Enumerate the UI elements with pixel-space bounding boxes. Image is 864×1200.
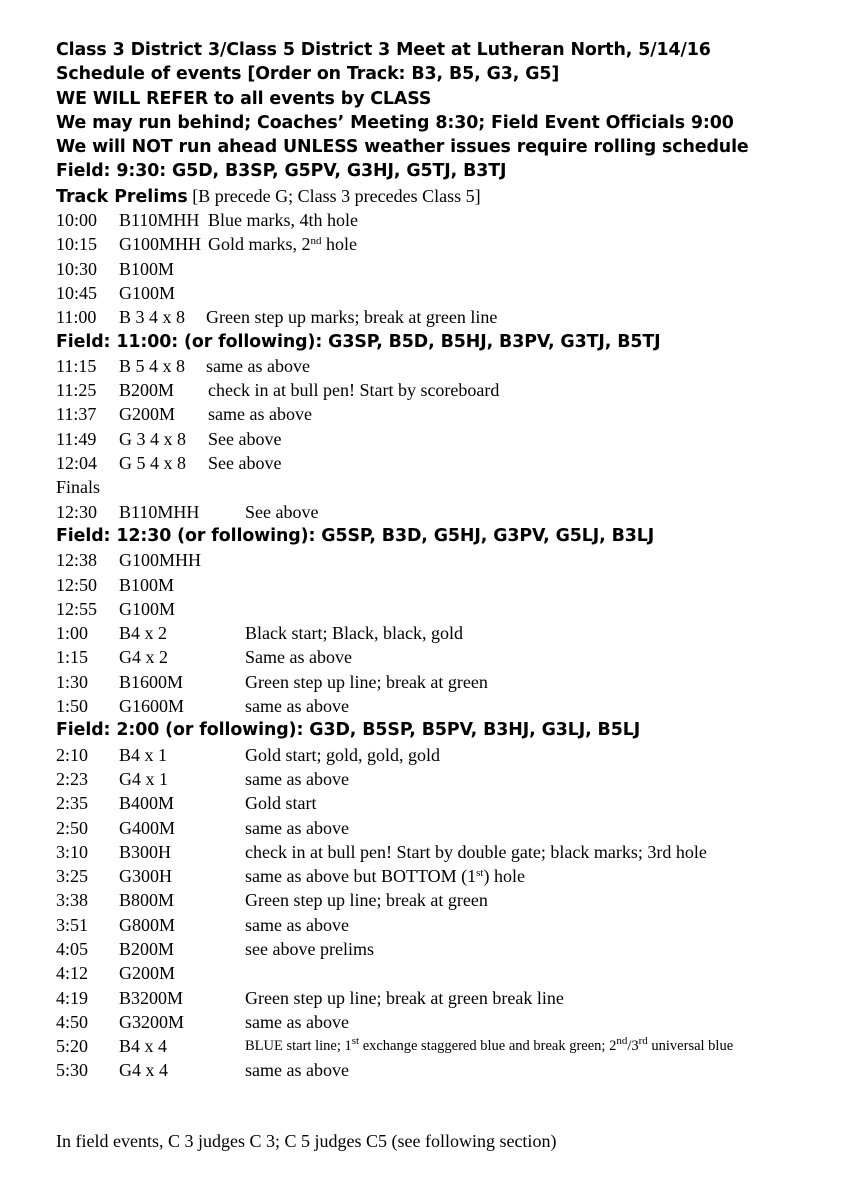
event-row — [56, 670, 846, 694]
event-time: 5:30 — [56, 1060, 89, 1081]
schedule-order-line: Schedule of events [Order on Track: B3, B5, G3, G5] — [56, 64, 560, 85]
event-desc: Green step up marks; break at green line — [206, 307, 498, 328]
event-desc: Green step up line; break at green break line — [245, 987, 564, 1008]
finals-label: Finals — [56, 477, 101, 498]
event-name: B4 x 2 — [119, 623, 168, 644]
event-name: B100M — [119, 258, 175, 279]
event-desc: Green step up line; break at green — [245, 671, 488, 692]
event-row — [56, 208, 846, 232]
event-time: 11:49 — [56, 428, 97, 449]
event-desc: same as above — [245, 817, 349, 838]
event-name: G800M — [119, 914, 176, 935]
event-desc: see above prelims — [245, 938, 374, 959]
event-time: 11:25 — [56, 380, 97, 401]
event-name: B1600M — [119, 671, 184, 692]
event-time: 12:38 — [56, 550, 98, 571]
event-desc: Gold marks, 2nd hole — [208, 234, 357, 255]
event-row — [56, 840, 846, 864]
event-time: 2:23 — [56, 768, 89, 789]
event-name: B 5 4 x 8 — [119, 355, 186, 376]
event-time: 11:37 — [56, 404, 97, 425]
event-name: G200M — [119, 963, 176, 984]
event-desc: Gold start — [245, 793, 317, 814]
event-row — [56, 597, 846, 621]
event-desc: same as above — [208, 404, 312, 425]
event-row — [56, 888, 846, 912]
event-desc: Black start; Black, black, gold — [245, 623, 463, 644]
event-name: G1600M — [119, 696, 185, 717]
event-time: 11:15 — [56, 355, 97, 376]
track-prelims-note: [B precede G; Class 3 precedes Class 5] — [187, 185, 481, 206]
event-time: 4:50 — [56, 1011, 89, 1032]
event-desc: same as above — [245, 696, 349, 717]
event-time: 1:15 — [56, 647, 89, 668]
event-row — [56, 913, 846, 937]
field-events-1100: Field: 11:00: (or following): G3SP, B5D, B5HJ, B3PV, G3TJ, B5TJ — [56, 331, 661, 352]
event-desc: Same as above — [245, 647, 352, 668]
event-row — [56, 743, 846, 767]
event-row — [56, 232, 846, 256]
event-time: 12:55 — [56, 598, 98, 619]
event-desc: See above — [245, 501, 319, 522]
event-row — [56, 281, 846, 305]
meeting-times-note: We may run behind; Coaches’ Meeting 8:30; Field Event Officials 9:00 — [56, 112, 734, 133]
event-desc: same as above — [245, 1060, 349, 1081]
event-name: B3200M — [119, 987, 184, 1008]
event-row — [56, 378, 846, 402]
event-time: 3:10 — [56, 841, 89, 862]
event-time: 5:20 — [56, 1036, 89, 1057]
event-row — [56, 645, 846, 669]
event-desc: same as above — [245, 914, 349, 935]
event-row — [56, 305, 846, 329]
event-time: 1:30 — [56, 671, 89, 692]
track-prelims-label: Track Prelims — [56, 186, 188, 207]
event-time: 2:10 — [56, 744, 89, 765]
event-row — [56, 573, 846, 597]
event-row — [56, 1034, 846, 1058]
event-row — [56, 621, 846, 645]
event-desc: check in at bull pen! Start by double gate; black marks; 3rd hole — [245, 841, 707, 862]
weather-note: We will NOT run ahead UNLESS weather issues require rolling schedule — [56, 137, 749, 158]
event-row — [56, 1058, 846, 1082]
event-time: 1:50 — [56, 696, 89, 717]
event-row — [56, 694, 846, 718]
event-time: 11:00 — [56, 307, 97, 328]
event-time: 10:45 — [56, 282, 98, 303]
event-name: G400M — [119, 817, 176, 838]
event-name: B300H — [119, 841, 172, 862]
event-name: B110MHH — [119, 501, 200, 522]
event-name: G4 x 2 — [119, 647, 168, 668]
event-time: 10:00 — [56, 210, 98, 231]
event-time: 12:30 — [56, 501, 98, 522]
event-time: 3:25 — [56, 866, 89, 887]
event-desc: check in at bull pen! Start by scoreboard — [208, 380, 500, 401]
event-desc: Blue marks, 4th hole — [208, 210, 358, 231]
event-name: B110MHH — [119, 210, 200, 231]
event-name: B 3 4 x 8 — [119, 307, 186, 328]
event-desc: same as above — [245, 1011, 349, 1032]
field-judging-note: In field events, C 3 judges C 3; C 5 judges C5 (see following section) — [56, 1131, 557, 1151]
event-name: G100M — [119, 598, 176, 619]
event-row — [56, 937, 846, 961]
event-desc: BLUE start line; 1st exchange staggered blue and break green; 2nd/3rd universal blue — [245, 1035, 734, 1055]
event-time: 3:38 — [56, 890, 89, 911]
event-desc: See above — [208, 453, 282, 474]
event-name: G100MHH — [119, 234, 202, 255]
event-desc: same as above — [245, 768, 349, 789]
event-desc: same as above but BOTTOM (1st) hole — [245, 866, 525, 887]
event-time: 3:51 — [56, 914, 89, 935]
event-name: G300H — [119, 866, 172, 887]
event-name: G4 x 4 — [119, 1060, 168, 1081]
event-row — [56, 767, 846, 791]
event-name: G3200M — [119, 1011, 185, 1032]
event-name: G 5 4 x 8 — [119, 453, 186, 474]
event-name: G 3 4 x 8 — [119, 428, 186, 449]
event-name: B100M — [119, 574, 175, 595]
event-time: 12:50 — [56, 574, 98, 595]
field-events-200: Field: 2:00 (or following): G3D, B5SP, B5PV, B3HJ, G3LJ, B5LJ — [56, 720, 641, 741]
event-row — [56, 354, 846, 378]
event-time: 2:50 — [56, 817, 89, 838]
event-name: B200M — [119, 938, 175, 959]
event-row — [56, 548, 846, 572]
event-row — [56, 961, 846, 985]
event-name: B400M — [119, 793, 175, 814]
meet-title: Class 3 District 3/Class 5 District 3 Meet at Lutheran North, 5/14/16 — [56, 40, 711, 60]
field-events-1230: Field: 12:30 (or following): G5SP, B3D, G5HJ, G3PV, G5LJ, B3LJ — [56, 525, 655, 546]
event-time: 2:35 — [56, 793, 89, 814]
event-time: 4:12 — [56, 963, 89, 984]
event-time: 12:04 — [56, 453, 98, 474]
event-name: B4 x 4 — [119, 1036, 168, 1057]
track-prelims-heading — [56, 184, 846, 208]
event-time: 10:15 — [56, 234, 98, 255]
event-row — [56, 451, 846, 475]
event-name: B4 x 1 — [119, 744, 168, 765]
event-time: 4:19 — [56, 987, 89, 1008]
event-row — [56, 791, 846, 815]
event-row — [56, 257, 846, 281]
event-name: G100MHH — [119, 550, 202, 571]
event-time: 1:00 — [56, 623, 89, 644]
event-name: B200M — [119, 380, 175, 401]
event-row — [56, 1010, 846, 1034]
event-time: 4:05 — [56, 938, 89, 959]
schedule-document — [56, 38, 846, 1083]
event-name: G4 x 1 — [119, 768, 168, 789]
event-desc: Gold start; gold, gold, gold — [245, 744, 440, 765]
event-name: G100M — [119, 282, 176, 303]
event-name: G200M — [119, 404, 176, 425]
event-row — [56, 427, 846, 451]
event-row — [56, 864, 846, 888]
event-time: 10:30 — [56, 258, 98, 279]
event-desc: See above — [208, 428, 282, 449]
event-row — [56, 986, 846, 1010]
event-desc: same as above — [206, 355, 310, 376]
event-row — [56, 402, 846, 426]
class-reference-note: WE WILL REFER to all events by CLASS — [56, 88, 432, 109]
event-row — [56, 500, 846, 524]
event-name: B800M — [119, 890, 175, 911]
event-row — [56, 816, 846, 840]
field-events-930: Field: 9:30: G5D, B3SP, G5PV, G3HJ, G5TJ, B3TJ — [56, 161, 507, 182]
event-desc: Green step up line; break at green — [245, 890, 488, 911]
